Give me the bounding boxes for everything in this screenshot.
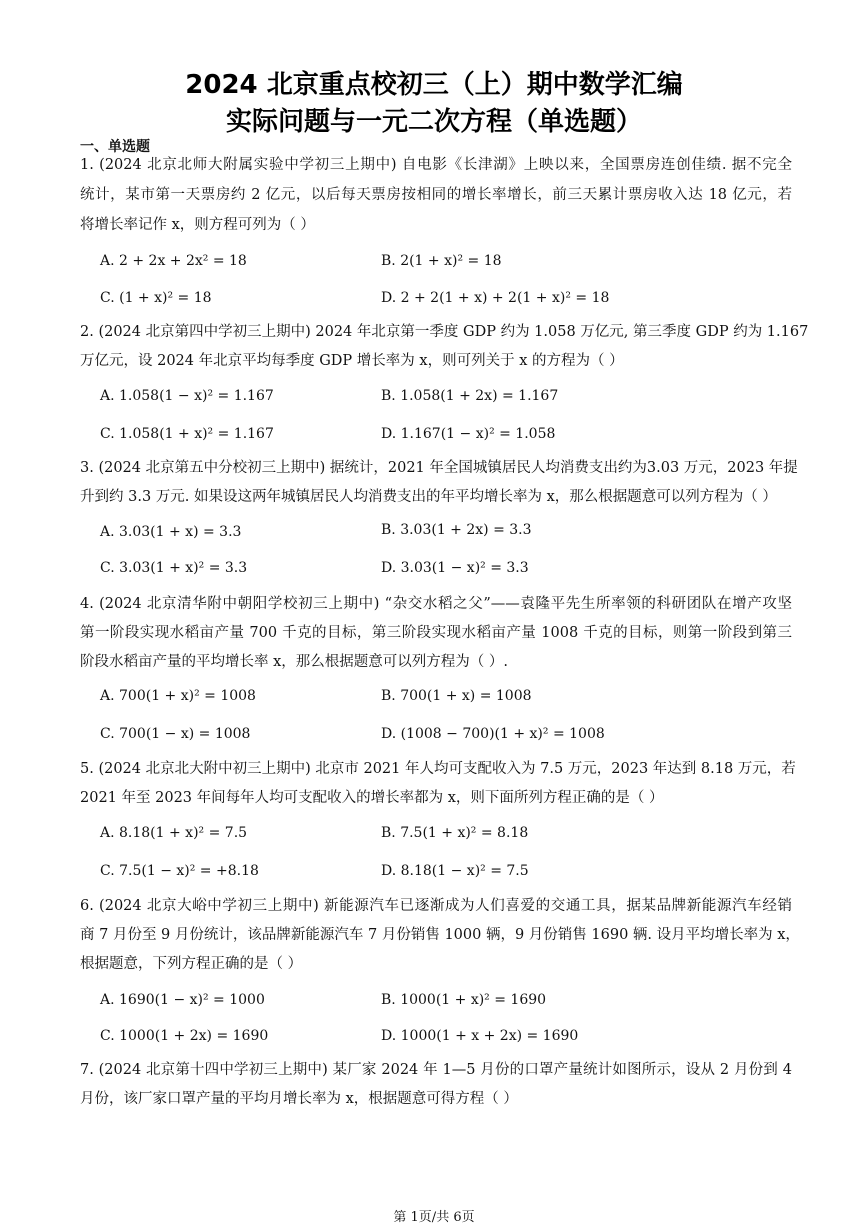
question-6-option-c: C. 1000(1 + 2x) = 1690 xyxy=(100,1028,269,1044)
question-7-line-2: 月份，该厂家口罩产量的平均月增长率为 x，根据题意可得方程（ ） xyxy=(80,1091,518,1107)
document-title-line-1: 2024 北京重点校初三（上）期中数学汇编 xyxy=(185,70,683,100)
question-4-option-d: D. (1008 − 700)(1 + x)² = 1008 xyxy=(381,726,605,742)
document-title-line-2: 实际问题与一元二次方程（单选题） xyxy=(225,107,642,137)
question-4-line-3: 阶段水稻亩产量的平均增长率 x，那么根据题意可以列方程为（ ）. xyxy=(80,654,509,670)
question-2-line-2: 万亿元，设 2024 年北京平均每季度 GDP 增长率为 x，则可列关于 x 的方程为（ ） xyxy=(80,353,624,369)
question-2-option-b: B. 1.058(1 + 2x) = 1.167 xyxy=(381,388,559,404)
question-3-line-2: 升到约 3.3 万元. 如果设这两年城镇居民人均消费支出的年平均增长率为 x，那么根据题意可以列方程为（ ） xyxy=(80,489,777,505)
question-3-option-d: D. 3.03(1 − x)² = 3.3 xyxy=(381,560,529,576)
question-5-option-c: C. 7.5(1 − x)² = +8.18 xyxy=(100,863,259,879)
question-6-option-b: B. 1000(1 + x)² = 1690 xyxy=(381,992,547,1008)
question-5-line-1: 5. (2024 北京北大附中初三上期中) 北京市 2021 年人均可支配收入为 7.5 万元，2023 年达到 8.18 万元，若 xyxy=(80,761,796,777)
question-5-line-2: 2021 年至 2023 年间每年人均可支配收入的增长率都为 x，则下面所列方程正确的是（ ） xyxy=(80,790,664,806)
question-1-line-3: 将增长率记作 x，则方程可列为（ ） xyxy=(80,217,315,233)
question-4-option-a: A. 700(1 + x)² = 1008 xyxy=(100,688,256,704)
question-2-option-a: A. 1.058(1 − x)² = 1.167 xyxy=(100,388,274,404)
question-6-option-a: A. 1690(1 − x)² = 1000 xyxy=(100,992,265,1008)
question-2-option-c: C. 1.058(1 + x)² = 1.167 xyxy=(100,426,274,442)
question-4-option-c: C. 700(1 − x) = 1008 xyxy=(100,726,251,742)
question-2-line-1: 2. (2024 北京第四中学初三上期中) 2024 年北京第一季度 GDP 约为 1.058 万亿元, 第三季度 GDP 约为 1.167 xyxy=(80,324,809,340)
question-3-line-1: 3. (2024 北京第五中分校初三上期中) 据统计，2021 年全国城镇居民人均消费支出约为3.03 万元，2023 年提 xyxy=(80,460,798,476)
question-5-option-b: B. 7.5(1 + x)² = 8.18 xyxy=(381,825,529,841)
question-1-line-1: 1. (2024 北京北师大附属实验中学初三上期中) 自电影《长津湖》上映以来，全国票房连创佳绩. 据不完全 xyxy=(80,157,792,173)
question-1-line-2: 统计，某市第一天票房约 2 亿元，以后每天票房按相同的增长率增长，前三天累计票房收入达 18 亿元，若 xyxy=(80,187,792,203)
question-5-option-a: A. 8.18(1 + x)² = 7.5 xyxy=(100,825,248,841)
question-3-option-a: A. 3.03(1 + x) = 3.3 xyxy=(100,524,242,540)
question-4-line-2: 第一阶段实现水稻亩产量 700 千克的目标，第三阶段实现水稻亩产量 1008 千克的目标，则第一阶段到第三 xyxy=(80,625,792,641)
question-2-option-d: D. 1.167(1 − x)² = 1.058 xyxy=(381,426,556,442)
section-heading: 一、单选题 xyxy=(80,139,150,155)
question-7-line-1: 7. (2024 北京第十四中学初三上期中) 某厂家 2024 年 1—5 月份的口罩产量统计如图所示，设从 2 月份到 4 xyxy=(80,1062,792,1078)
question-6-line-1: 6. (2024 北京大峪中学初三上期中) 新能源汽车已逐渐成为人们喜爱的交通工具，据某品牌新能源汽车经销 xyxy=(80,898,792,914)
question-3-option-c: C. 3.03(1 + x)² = 3.3 xyxy=(100,560,248,576)
question-6-line-2: 商 7 月份至 9 月份统计，该品牌新能源汽车 7 月份销售 1000 辆，9 月份销售 1690 辆. 设月平均增长率为 x， xyxy=(80,927,800,943)
question-1-option-d: D. 2 + 2(1 + x) + 2(1 + x)² = 18 xyxy=(381,290,610,306)
question-1-option-c: C. (1 + x)² = 18 xyxy=(100,290,212,306)
question-1-option-b: B. 2(1 + x)² = 18 xyxy=(381,253,502,269)
question-3-option-b: B. 3.03(1 + 2x) = 3.3 xyxy=(381,522,532,538)
question-1-option-a: A. 2 + 2x + 2x² = 18 xyxy=(100,253,247,269)
question-4-option-b: B. 700(1 + x) = 1008 xyxy=(381,688,532,704)
question-6-option-d: D. 1000(1 + x + 2x) = 1690 xyxy=(381,1028,579,1044)
question-5-option-d: D. 8.18(1 − x)² = 7.5 xyxy=(381,863,529,879)
page-footer: 第 1页/共 6页 xyxy=(393,1210,475,1225)
question-4-line-1: 4. (2024 北京清华附中朝阳学校初三上期中) “杂交水稻之父”——袁隆平先生所率领的科研团队在增产攻坚 xyxy=(80,596,792,612)
question-6-line-3: 根据题意，下列方程正确的是（ ） xyxy=(80,956,303,972)
